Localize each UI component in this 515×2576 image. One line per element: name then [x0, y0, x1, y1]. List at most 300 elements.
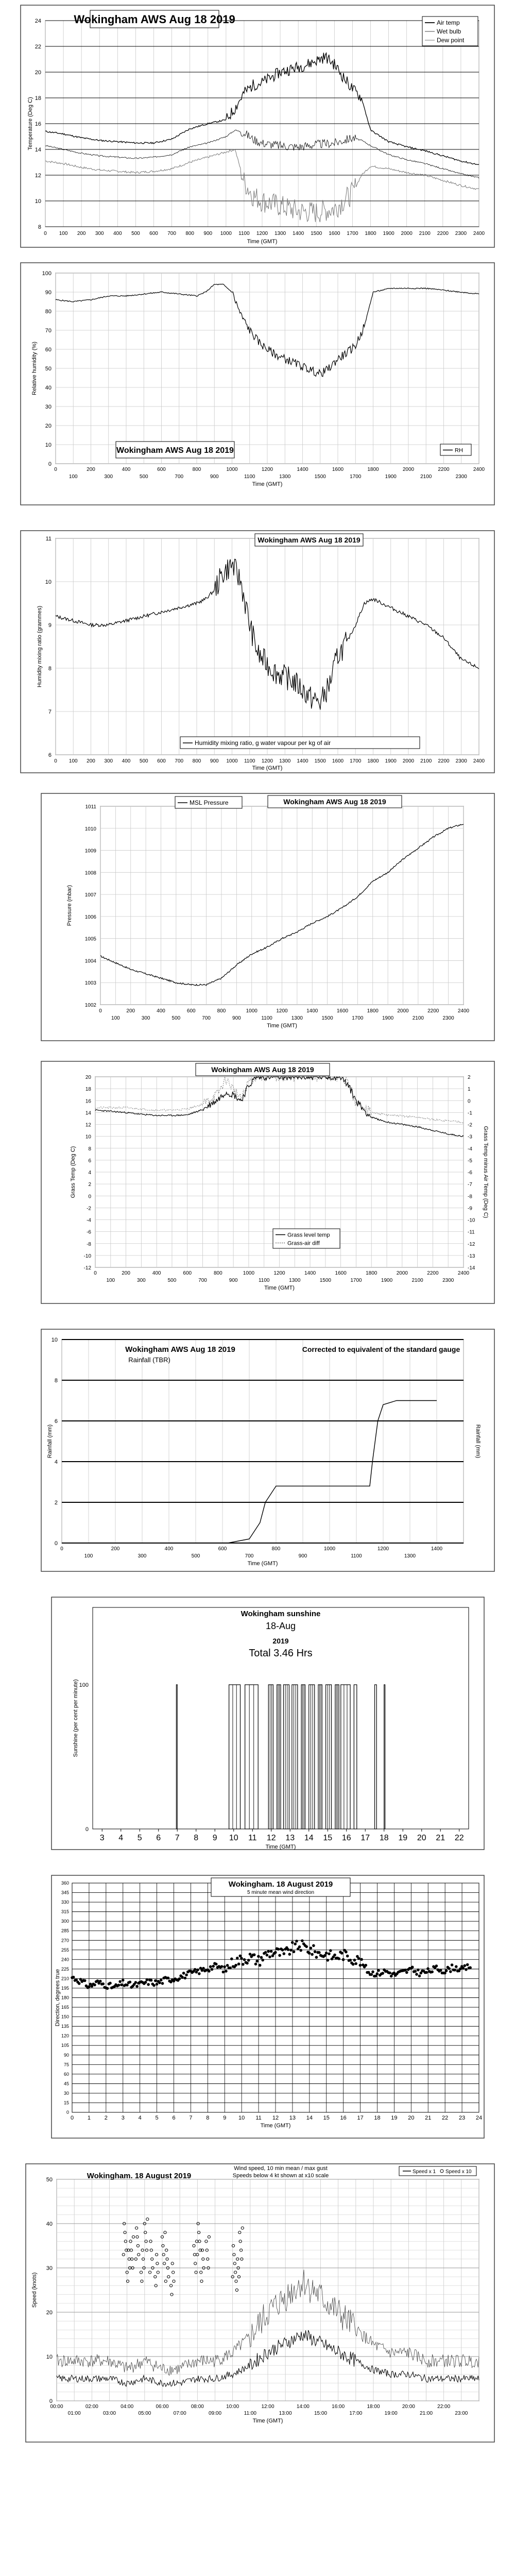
tick-label: 18: [379, 1834, 389, 1842]
chart-relative-humidity: [21, 263, 494, 505]
tick-label: 0: [85, 1826, 89, 1833]
tick-label: 7: [175, 1834, 180, 1842]
direction-point: [118, 1980, 122, 1983]
tick-label: 195: [61, 1985, 69, 1991]
direction-point: [109, 1982, 112, 1985]
tick-label: 19: [391, 2115, 398, 2121]
tick-label: 12: [85, 1122, 91, 1128]
direction-point: [254, 1962, 258, 1965]
tick-label: 1000: [226, 758, 238, 764]
tick-label: 1200: [256, 231, 268, 236]
y2-axis-label: Rainfall (mm): [475, 1424, 481, 1459]
direction-point: [215, 1963, 218, 1966]
tick-label: 700: [175, 474, 184, 480]
direction-point: [259, 1964, 262, 1967]
tick-label: 2300: [455, 474, 467, 480]
direction-point: [312, 1944, 315, 1947]
tick-label: 500: [191, 1553, 200, 1559]
tick-label: 17: [357, 2115, 364, 2121]
direction-point: [310, 1946, 313, 1950]
tick-label: 13:00: [279, 2411, 292, 2416]
tick-label: 10: [45, 442, 52, 448]
y-axis-label: Direction, degrees true: [55, 1969, 61, 2027]
tick-label: 2400: [473, 231, 485, 236]
tick-label: 0: [48, 461, 52, 467]
legend-label: Speed x 1: [413, 2169, 436, 2175]
direction-point: [352, 1963, 355, 1966]
direction-point: [311, 1953, 314, 1956]
direction-point: [365, 1964, 368, 1967]
x-axis-label: Time (GMT): [252, 765, 283, 771]
tick-label: 1011: [85, 804, 96, 810]
tick-label: 13: [285, 1834, 295, 1842]
tick-label: 240: [61, 1957, 69, 1962]
direction-point: [431, 1971, 434, 1974]
tick-label: 21:00: [419, 2411, 433, 2416]
tick-label: 800: [213, 1270, 222, 1276]
tick-label: 1400: [297, 467, 308, 472]
tick-label: 1600: [332, 758, 344, 764]
chart-subtitle-2: Speeds below 4 kt shown at x10 scale: [232, 2173, 329, 2179]
tick-label: 200: [126, 1008, 135, 1014]
tick-label: 9: [48, 622, 52, 629]
tick-label: 1100: [261, 1015, 272, 1021]
tick-label: 1400: [304, 1270, 316, 1276]
tick-label: 16: [340, 2115, 347, 2121]
direction-point: [211, 1968, 214, 1971]
tick-label: 1700: [350, 1278, 362, 1283]
direction-point: [414, 1970, 417, 1973]
tick-label: 400: [122, 758, 131, 764]
direction-point: [415, 1973, 418, 1976]
tick-label: 2300: [455, 758, 467, 764]
tick-label: 2400: [457, 1008, 470, 1014]
tick-label: 1010: [84, 826, 96, 832]
direction-point: [150, 1979, 153, 1982]
tick-label: 2200: [437, 231, 449, 236]
chart-sunshine: [52, 1597, 484, 1850]
direction-point: [246, 1962, 249, 1965]
y-axis-label: Speed (knots): [31, 2272, 38, 2308]
tick-label: 24: [475, 2115, 483, 2121]
direction-point: [249, 1953, 252, 1956]
tick-label: 24: [35, 18, 41, 24]
direction-point: [236, 1957, 239, 1960]
tick-label: 16: [341, 1834, 351, 1842]
chart-pressure: [41, 793, 494, 1041]
tick-label: 1700: [350, 474, 362, 480]
direction-point: [451, 1963, 454, 1967]
chart-title: Wokingham AWS Aug 18 2019: [74, 12, 235, 26]
chart-title: Wokingham AWS Aug 18 2019: [125, 1345, 235, 1354]
tick-label: 90: [63, 2052, 69, 2058]
tick-label: 200: [77, 231, 86, 236]
tick-label: 900: [210, 758, 219, 764]
tick-label: 14: [304, 1834, 314, 1842]
chart-mixing-ratio: [21, 531, 494, 773]
direction-point: [325, 1952, 328, 1955]
tick-label: 15:00: [314, 2411, 328, 2416]
direction-point: [417, 1969, 420, 1972]
tick-label: 16:00: [332, 2404, 345, 2410]
tick-label: 1600: [335, 1270, 347, 1276]
direction-point: [357, 1957, 360, 1960]
direction-point: [288, 1953, 291, 1956]
tick-label: 90: [45, 290, 52, 296]
x-axis-label: Time (GMT): [252, 481, 283, 487]
tick-label: 200: [87, 467, 95, 472]
tick-label: 4: [118, 1834, 124, 1842]
tick-label: 1700: [350, 758, 362, 764]
direction-point: [388, 1972, 391, 1975]
tick-label: 19: [398, 1834, 408, 1842]
tick-label: 15: [63, 2100, 69, 2106]
tick-label: 300: [104, 474, 113, 480]
tick-label-right: -5: [468, 1158, 472, 1164]
direction-point: [315, 1956, 318, 1959]
tick-label: 80: [45, 309, 52, 315]
tick-label: 1300: [404, 1553, 416, 1559]
direction-point: [202, 1967, 205, 1970]
tick-label: 300: [138, 1553, 147, 1559]
direction-point: [404, 1969, 407, 1972]
tick-label: 400: [152, 1270, 161, 1276]
legend-label: Grass-air diff: [287, 1240, 320, 1247]
chart-date: 18-Aug: [265, 1621, 296, 1631]
tick-label: 300: [95, 231, 104, 236]
tick-label: 285: [61, 1928, 69, 1934]
tick-label: 1200: [276, 1008, 288, 1014]
tick-label: 22: [454, 1834, 464, 1842]
tick-label: 10: [51, 1337, 58, 1343]
tick-label: 6: [54, 1418, 58, 1425]
tick-label: 30: [45, 404, 52, 410]
direction-point: [160, 1978, 163, 1981]
tick-label: 700: [245, 1553, 254, 1559]
chart-wind-speed: [26, 2164, 494, 2442]
tick-label: 2: [88, 1182, 91, 1188]
tick-label: 360: [61, 1880, 69, 1886]
direction-point: [466, 1963, 469, 1967]
direction-point: [314, 1951, 317, 1954]
tick-label: 400: [113, 231, 122, 236]
tick-label: -6: [87, 1229, 91, 1235]
tick-label: 50: [46, 2177, 53, 2183]
direction-point: [208, 1970, 211, 1973]
direction-point: [185, 1974, 188, 1977]
direction-point: [305, 1945, 308, 1948]
tick-label-right: -10: [468, 1217, 475, 1224]
chart-title: Wokingham. 18 August 2019: [228, 1880, 333, 1889]
chart-frame: [41, 793, 494, 1041]
tick-label: 8: [194, 1834, 199, 1842]
direction-point: [439, 1969, 442, 1972]
direction-point: [329, 1949, 332, 1952]
legend-label: Humidity mixing ratio, g water vapour per kg of air: [195, 739, 331, 747]
direction-point: [289, 1948, 293, 1952]
tick-label-right: -8: [468, 1194, 472, 1200]
tick-label: 40: [46, 2221, 53, 2227]
tick-label: 1400: [431, 1546, 443, 1552]
tick-label: 1000: [246, 1008, 258, 1014]
direction-point: [270, 1950, 273, 1953]
tick-label: 1300: [274, 231, 286, 236]
direction-point: [435, 1964, 438, 1968]
tick-label-right: -3: [468, 1134, 472, 1140]
direction-point: [345, 1951, 348, 1954]
tick-label: 70: [45, 328, 52, 334]
direction-point: [445, 1969, 448, 1972]
direction-point: [212, 1965, 215, 1968]
direction-point: [257, 1955, 260, 1958]
tick-label: 210: [61, 1976, 69, 1981]
tick-label: 14: [85, 1110, 91, 1116]
tick-label: 09:00: [208, 2411, 222, 2416]
tick-label: 8: [38, 224, 41, 230]
tick-label-right: -6: [468, 1170, 472, 1176]
tick-label: 18: [85, 1087, 91, 1093]
tick-label-right: -12: [468, 1241, 475, 1247]
tick-label: 10: [45, 579, 52, 585]
tick-label: 1900: [385, 474, 397, 480]
tick-label: 5: [137, 1834, 142, 1842]
tick-label-right: -7: [468, 1182, 472, 1188]
direction-point: [239, 1955, 242, 1958]
y-axis-label: Temperature (Deg C): [27, 97, 33, 150]
tick-label-right: -9: [468, 1206, 472, 1212]
tick-label: -4: [87, 1217, 91, 1224]
tick-label: 10: [35, 198, 41, 205]
tick-label-right: -2: [468, 1122, 472, 1128]
direction-point: [222, 1971, 225, 1974]
direction-point: [455, 1965, 458, 1968]
direction-point: [260, 1956, 263, 1959]
tick-label: 2400: [457, 1270, 470, 1276]
tick-label: 2: [104, 2115, 108, 2121]
direction-point: [327, 1959, 330, 1962]
direction-point: [152, 1984, 156, 1987]
direction-point: [333, 1954, 336, 1957]
tick-label: 21: [436, 1834, 445, 1842]
direction-point: [182, 1972, 185, 1975]
tick-label: 10: [46, 2354, 53, 2360]
tick-label: 2100: [420, 474, 432, 480]
direction-point: [220, 1965, 224, 1968]
direction-point: [465, 1968, 468, 1971]
tick-label: 300: [137, 1278, 146, 1283]
direction-point: [72, 1976, 75, 1979]
tick-label: 30: [46, 2265, 53, 2272]
tick-label: 11:00: [244, 2411, 256, 2416]
direction-point: [293, 1951, 296, 1954]
chart-title: Wokingham AWS Aug 18 2019: [258, 536, 360, 545]
direction-point: [449, 1970, 452, 1973]
direction-point: [134, 1981, 138, 1984]
direction-point: [226, 1964, 229, 1967]
direction-point: [371, 1971, 374, 1974]
x-axis-label: Time (GMT): [264, 1285, 295, 1291]
direction-point: [209, 1965, 212, 1969]
tick-label: 300: [104, 758, 113, 764]
tick-label: 1300: [279, 474, 291, 480]
tick-label: 2400: [473, 467, 485, 472]
direction-point: [240, 1957, 243, 1960]
tick-label: 20: [35, 70, 41, 76]
tick-label: 2200: [427, 1270, 439, 1276]
tick-label: 500: [131, 231, 140, 236]
direction-point: [448, 1967, 451, 1970]
direction-point: [370, 1973, 373, 1976]
legend-label: Grass level temp: [287, 1232, 330, 1239]
direction-point: [295, 1940, 298, 1943]
tick-label: 22:00: [437, 2404, 451, 2410]
direction-point: [126, 1984, 129, 1987]
tick-label: 800: [271, 1546, 281, 1552]
tick-label: 300: [141, 1015, 150, 1021]
tick-label: 1300: [291, 1015, 303, 1021]
tick-label: 255: [61, 1947, 69, 1953]
tick-label: 900: [298, 1553, 307, 1559]
direction-point: [158, 1981, 161, 1985]
tick-label: 01:00: [67, 2411, 81, 2416]
tick-label: 100: [84, 1553, 93, 1559]
tick-label: 20: [408, 2115, 415, 2121]
tick-label-right: 2: [468, 1075, 471, 1080]
tick-label: 10:00: [226, 2404, 239, 2410]
tick-label: 1500: [314, 758, 326, 764]
tick-label: 100: [106, 1278, 115, 1283]
tick-label: 60: [63, 2071, 69, 2077]
tick-label: 2400: [473, 758, 485, 764]
tick-label: 200: [122, 1270, 130, 1276]
tick-label: 600: [157, 467, 166, 472]
y-axis-label: Grass Temp (Deg C): [70, 1146, 76, 1198]
tick-label: 100: [68, 758, 78, 764]
direction-point: [99, 1980, 102, 1983]
tick-label: 1900: [385, 758, 397, 764]
direction-point: [196, 1969, 199, 1972]
tick-label: 400: [122, 467, 131, 472]
tick-label: 0: [54, 1540, 58, 1547]
x-axis-label: Time (GMT): [247, 239, 278, 245]
direction-point: [255, 1960, 259, 1963]
chart-title: Wokingham. 18 August 2019: [87, 2172, 192, 2180]
tick-label: 600: [157, 758, 166, 764]
chart-grass-temperature: [41, 1061, 494, 1303]
tick-label: 2300: [442, 1278, 454, 1283]
tick-label: 6: [172, 2115, 176, 2121]
tick-label: 0: [49, 2398, 53, 2404]
direction-point: [287, 1948, 290, 1951]
tick-label: 20: [85, 1075, 91, 1080]
tick-label: 105: [61, 2043, 69, 2048]
tick-label: 6: [88, 1158, 91, 1164]
tick-label: 0: [54, 467, 57, 472]
direction-point: [198, 1972, 201, 1975]
tick-label: 500: [139, 758, 148, 764]
tick-label: 700: [167, 231, 176, 236]
direction-point: [377, 1969, 380, 1972]
tick-label: 100: [111, 1015, 120, 1021]
tick-label: 12: [272, 2115, 279, 2121]
tick-label: 1000: [323, 1546, 336, 1552]
tick-label: 14:00: [296, 2404, 310, 2410]
tick-label: 12: [266, 1834, 276, 1842]
direction-point: [308, 1952, 311, 1955]
direction-point: [283, 1952, 286, 1955]
direction-point: [146, 1978, 149, 1981]
direction-point: [129, 1980, 132, 1984]
tick-label: 1400: [293, 231, 304, 236]
tick-label: 315: [61, 1909, 69, 1914]
tick-label: 15: [323, 2115, 330, 2121]
tick-label: 100: [59, 231, 68, 236]
tick-label: 14: [306, 2115, 313, 2121]
tick-label: 2100: [412, 1015, 424, 1021]
tick-label: 8: [54, 1378, 58, 1384]
direction-point: [298, 1945, 301, 1948]
tick-label: 7: [189, 2115, 193, 2121]
tick-label: 02:00: [85, 2404, 98, 2410]
y-axis-label: Humidity mixing ratio (grammes): [37, 605, 43, 688]
direction-point: [405, 1971, 408, 1974]
tick-label: 1900: [381, 1278, 393, 1283]
tick-label: 23: [458, 2115, 466, 2121]
chart-subtitle: Wind speed, 10 min mean / max gust: [234, 2165, 328, 2172]
tick-label: 165: [61, 2005, 69, 2010]
direction-point: [277, 1948, 280, 1951]
tick-label: 6: [48, 752, 52, 758]
tick-label: -10: [83, 1253, 91, 1259]
tick-label: 1800: [366, 1270, 377, 1276]
tick-label: 8: [206, 2115, 210, 2121]
chart-frame: [26, 2164, 494, 2442]
x-axis-label: Time (GMT): [260, 2123, 291, 2129]
tick-label-right: -11: [468, 1229, 475, 1235]
tick-label: 2000: [396, 1270, 408, 1276]
tick-label: 700: [202, 1015, 211, 1021]
tick-label: 1000: [226, 467, 238, 472]
tick-label: 0: [88, 1194, 91, 1200]
tick-label: 345: [61, 1890, 69, 1895]
tick-label: 12:00: [261, 2404, 274, 2410]
direction-point: [462, 1967, 465, 1970]
tick-label: 9: [223, 2115, 227, 2121]
direction-point: [328, 1953, 331, 1956]
direction-point: [337, 1957, 340, 1960]
tick-label: 600: [183, 1270, 192, 1276]
tick-label: 07:00: [173, 2411, 186, 2416]
tick-label: 75: [63, 2062, 69, 2067]
direction-point: [184, 1977, 187, 1980]
direction-point: [120, 1984, 123, 1987]
x-axis-label: Time (GMT): [247, 1561, 278, 1567]
tick-label: 2100: [420, 758, 432, 764]
direction-point: [243, 1958, 246, 1961]
tick-label: 2200: [427, 1008, 439, 1014]
tick-label: 2: [54, 1500, 58, 1506]
tick-label: 800: [217, 1008, 226, 1014]
tick-label: 40: [45, 385, 52, 391]
tick-label: 22: [442, 2115, 449, 2121]
tick-label: 2000: [401, 231, 413, 236]
chart-subtitle: 5 minute mean wind direction: [247, 1890, 315, 1895]
tick-label: 17: [360, 1834, 370, 1842]
tick-label-right: 0: [468, 1098, 471, 1105]
direction-point: [154, 1979, 157, 1982]
tick-label: 11: [255, 2115, 262, 2121]
tick-label-right: -1: [468, 1110, 472, 1116]
